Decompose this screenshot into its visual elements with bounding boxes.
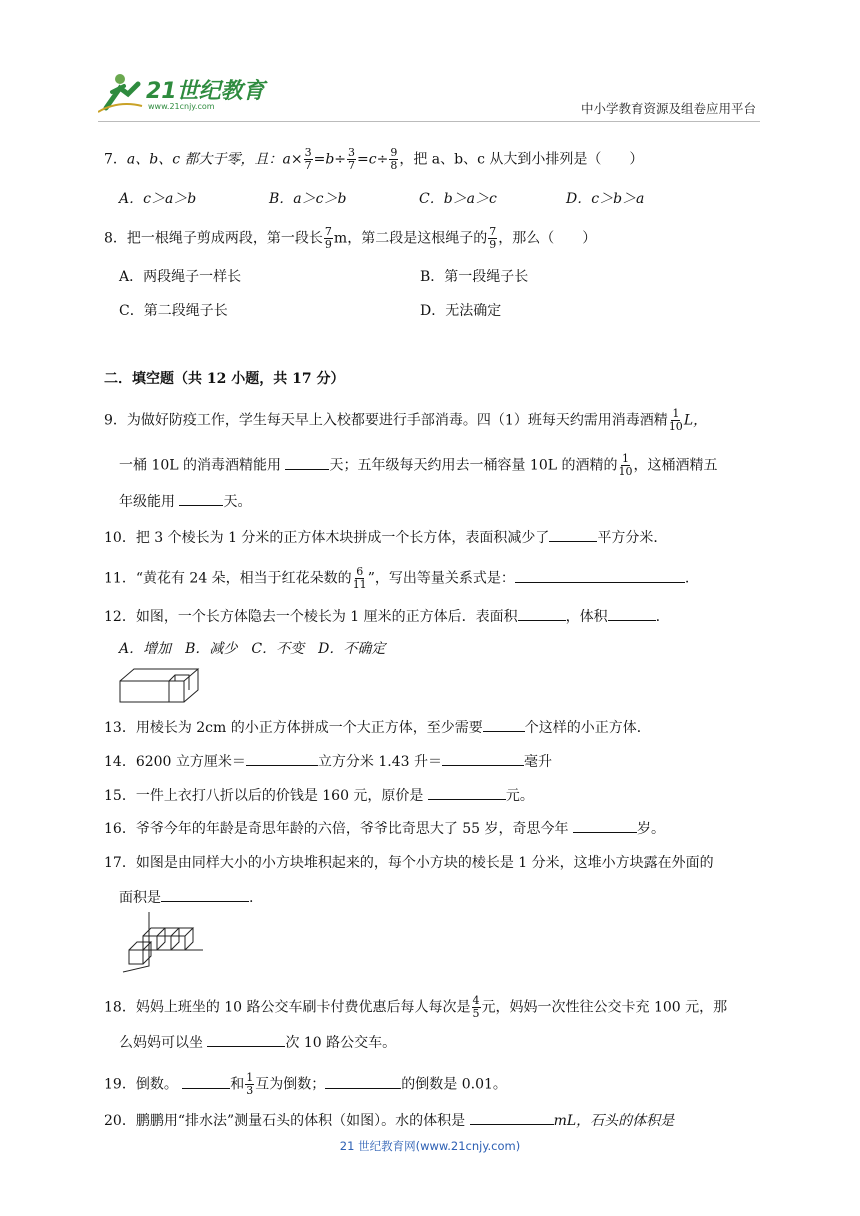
q14-text: 14．6200 立方厘米＝ — [104, 754, 246, 770]
q19-text: 19．倒数。 — [104, 1076, 183, 1093]
fraction — [245, 1072, 254, 1097]
q14-text: 毫升 — [523, 754, 552, 770]
answer-blank[interactable] — [246, 751, 318, 766]
fraction — [669, 408, 683, 433]
fraction — [324, 226, 333, 251]
q18-text: 元，妈妈一次性往公交卡充 100 元，那 — [481, 999, 728, 1016]
question-11 — [104, 566, 689, 591]
numerator: 1 — [672, 407, 680, 420]
answer-blank[interactable] — [549, 527, 597, 542]
question-14 — [104, 751, 552, 771]
q11-text: 11．“黄花有 24 朵，相当于红花朵数的 — [104, 570, 352, 587]
denominator: 11 — [352, 578, 367, 591]
denominator: 10 — [668, 420, 683, 433]
q10-text: 10．把 3 个棱长为 1 分米的正方体木块拼成一个长方体，表面积减少了 — [104, 530, 550, 546]
footer-source[interactable]: 21 世纪教育网(www.21cnjy.com) — [339, 1139, 521, 1153]
q20-text: mL，石头的体积是 — [553, 1113, 675, 1129]
question-8 — [104, 226, 596, 251]
q7-text: a、b、c 都大于零，且：a× — [126, 151, 303, 168]
q18-text: 18．妈妈上班坐的 10 路公交车刷卡付费优惠后每人每次是 — [104, 999, 471, 1016]
denominator: 7 — [348, 159, 356, 172]
logo-text: 21世纪教育 — [146, 79, 265, 104]
fraction — [353, 566, 367, 591]
option-c[interactable]: C．第二段绳子长 — [119, 303, 228, 319]
q13-text: 13．用棱长为 2cm 的小正方体拼成一个大正方体，至少需要 — [104, 720, 483, 736]
fraction — [488, 226, 497, 251]
question-number: 7． — [104, 151, 127, 168]
question-17-line1: 17．如图是由同样大小的小方块堆积起来的，每个小方块的棱长是 1 分米，这堆小方块露在外面的 — [104, 855, 714, 871]
numerator: 3 — [304, 146, 312, 159]
q7-text: =c÷ — [357, 151, 389, 168]
q12-text: 12．如图，一个长方体隐去一个棱长为 1 厘米的正方体后．表面积 — [104, 609, 518, 625]
q9-text: L， — [683, 412, 708, 429]
q17-text: 面积是 — [119, 890, 161, 906]
question-13 — [104, 717, 651, 737]
q12-options: A．增加 B．减少 C．不变 D．不确定 — [119, 641, 386, 657]
q10-text: 平方分米． — [597, 530, 668, 546]
q15-text: 元。 — [505, 788, 534, 804]
numerator: 9 — [390, 146, 398, 159]
answer-blank[interactable] — [608, 606, 656, 621]
q16-text: 岁。 — [636, 821, 665, 837]
question-17-line2 — [119, 887, 253, 907]
answer-blank[interactable] — [207, 1032, 285, 1047]
logo-url: www.21cnjy.com — [148, 102, 215, 111]
q15-text: 15．一件上衣打八折以后的价钱是 160 元，原价是 — [104, 788, 428, 804]
question-18-line1 — [104, 995, 727, 1020]
answer-blank[interactable] — [483, 717, 525, 732]
question-10 — [104, 527, 667, 547]
answer-blank[interactable] — [518, 606, 566, 621]
numerator: 6 — [356, 565, 364, 578]
q9-text: 天；五年级每天约用去一桶容量 10L 的酒精的 — [329, 457, 618, 474]
q20-text: 20．鹏鹏用“排水法”测量石头的体积（如图）。水的体积是 — [104, 1113, 470, 1129]
q19-text: 的倒数是 0.01。 — [401, 1076, 507, 1093]
q14-text: 立方分米 1.43 升＝ — [317, 754, 442, 770]
numerator: 1 — [621, 452, 629, 465]
q11-text: ”，写出等量关系式是： — [367, 570, 515, 587]
cuboid-figure — [119, 668, 201, 704]
cube-stack-figure — [119, 910, 209, 974]
q8-text: m，第二段是这根绳子的 — [333, 230, 488, 247]
q12-text: ，体积 — [565, 609, 608, 625]
numerator: 7 — [489, 225, 497, 238]
numerator: 7 — [324, 225, 332, 238]
q9-text: 一桶 10L 的消毒酒精能用 — [119, 457, 286, 474]
q19-text: 和 — [230, 1076, 245, 1093]
q17-text: . — [249, 890, 254, 906]
q19-text: 互为倒数； — [255, 1076, 326, 1093]
header-divider — [98, 121, 760, 122]
question-16 — [104, 818, 665, 838]
q8-text: 把一根绳子剪成两段，第一段长 — [126, 230, 323, 247]
question-19 — [104, 1072, 507, 1097]
option-b[interactable]: B．a＞c＞b — [269, 191, 347, 207]
fraction — [304, 147, 313, 172]
q9-text: 年级能用 — [119, 494, 180, 510]
answer-blank[interactable] — [161, 887, 249, 902]
section-title: 二．填空题（共 12 小题，共 17 分） — [104, 371, 345, 387]
answer-blank[interactable] — [428, 785, 506, 800]
question-12 — [104, 606, 660, 626]
q16-text: 16．爷爷今年的年龄是奇思年龄的六倍，爷爷比奇思大了 55 岁，奇思今年 — [104, 821, 573, 837]
logo — [98, 70, 268, 116]
q18-text: 次 10 路公交车。 — [285, 1035, 397, 1051]
q12-text: . — [655, 609, 661, 625]
fraction — [618, 453, 632, 478]
question-7 — [104, 147, 643, 172]
denominator: 9 — [324, 238, 332, 251]
answer-blank[interactable] — [515, 568, 685, 583]
question-9-line2 — [119, 453, 717, 478]
platform-title: 中小学教育资源及组卷应用平台 — [580, 101, 756, 116]
denominator: 3 — [246, 1084, 254, 1097]
q9-text: ，这桶酒精五 — [633, 457, 718, 474]
denominator: 10 — [618, 465, 633, 478]
option-a[interactable]: A．两段绳子一样长 — [119, 269, 242, 285]
q18-text: 么妈妈可以坐 — [119, 1035, 208, 1051]
option-b[interactable]: B．第一段绳子长 — [420, 269, 529, 285]
answer-blank[interactable] — [573, 818, 637, 833]
question-9-line3 — [119, 491, 251, 511]
q13-text: 个这样的小正方体． — [524, 720, 651, 736]
q11-text: . — [684, 570, 690, 587]
denominator: 5 — [472, 1007, 480, 1020]
fraction — [389, 147, 398, 172]
answer-blank[interactable] — [179, 491, 223, 506]
question-number: 8． — [104, 230, 127, 247]
denominator: 9 — [489, 238, 497, 251]
fraction — [472, 995, 481, 1020]
denominator: 8 — [390, 159, 398, 172]
answer-blank[interactable] — [325, 1074, 401, 1089]
answer-blank[interactable] — [442, 751, 524, 766]
option-d[interactable]: D．无法确定 — [420, 303, 502, 319]
numerator: 3 — [348, 146, 356, 159]
option-c[interactable]: C．b＞a＞c — [419, 191, 497, 207]
q9-text: 天。 — [223, 494, 252, 510]
numerator: 1 — [246, 1071, 254, 1084]
q9-text: 9．为做好防疫工作，学生每天早上入校都要进行手部消毒。四（1）班每天约需用消毒酒精 — [104, 412, 668, 429]
answer-blank[interactable] — [470, 1110, 554, 1125]
q7-text: =b÷ — [313, 151, 347, 168]
numerator: 4 — [472, 994, 480, 1007]
q7-text: ，把 a、b、c 从大到小排列是（ ） — [399, 151, 644, 168]
denominator: 7 — [304, 159, 312, 172]
question-9-line1 — [104, 408, 707, 433]
answer-blank[interactable] — [182, 1074, 230, 1089]
option-d[interactable]: D．c＞b＞a — [566, 191, 645, 207]
q8-text: ，那么（ ） — [498, 230, 597, 247]
question-18-line2 — [119, 1032, 396, 1052]
answer-blank[interactable] — [285, 455, 329, 470]
fraction — [347, 147, 356, 172]
question-15 — [104, 785, 534, 805]
option-a[interactable]: A．c＞a＞b — [119, 191, 197, 207]
question-20 — [104, 1110, 674, 1130]
